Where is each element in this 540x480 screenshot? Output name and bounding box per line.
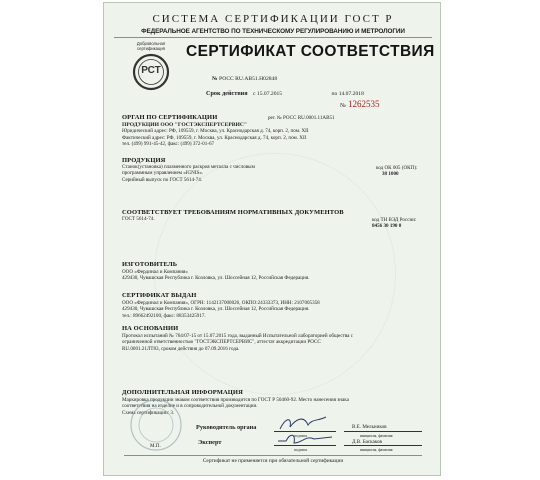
cert-number-label: №	[212, 76, 218, 82]
head-name-line	[344, 431, 422, 432]
footer-divider	[124, 455, 422, 456]
expert-name: Д.В. Баскаков	[352, 439, 382, 445]
to-date: 14.07.2018	[338, 91, 364, 97]
logo-letters: РСТ	[141, 65, 161, 76]
certificate-title: СЕРТИФИКАТ СООТВЕТСТВИЯ	[186, 43, 435, 60]
extra-line: Схема сертификации: 3.	[122, 409, 175, 416]
organ-line: тел. (499) 991-45-42, факс: (499) 372-01-67	[122, 140, 215, 147]
organ-line: ПРОДУКЦИИ ООО "ГОСТЭКСПЕРТСЕРВИС"	[122, 122, 247, 128]
issued-line: 429430, Чувашская Республика г. Козловка, ул. Шоссейная 12, Российская Федерация.	[122, 306, 310, 313]
manufacturer-heading: ИЗГОТОВИТЕЛЬ	[122, 261, 178, 268]
serial-label: №	[340, 103, 346, 109]
serial-row	[340, 99, 379, 109]
organ-reg-label: рег. №	[268, 115, 282, 121]
organ-heading: ОРГАН ПО СЕРТИФИКАЦИИ	[122, 114, 218, 121]
organ-details	[122, 122, 434, 147]
conformity-heading: СООТВЕТСТВУЕТ ТРЕБОВАНИЯМ НОРМАТИВНЫХ ДОКУМЕНТОВ	[122, 209, 344, 216]
expert-label: Эксперт	[198, 439, 222, 446]
gost-r-logo	[124, 41, 178, 97]
basis-line: ограниченной ответственностью "ГОСТЭКСПЕРТСЕРВИС", аттестат аккредитации РОСС	[122, 339, 321, 346]
basis-line: Протокол испытаний № 764/07-15 от 15.07.2015 года, выданный Испытательной лабораторией общества с	[122, 333, 353, 339]
head-initials-caption: инициалы, фамилия	[360, 434, 393, 438]
organ-reg-number: РОСС RU.0001.11AB51	[283, 115, 335, 121]
tnved-label: код ТН ВЭД России:	[372, 217, 417, 223]
head-label: Руководитель органа	[196, 424, 257, 431]
stamp-label: М.П.	[150, 443, 161, 449]
product-description	[122, 164, 312, 183]
cert-number-row	[212, 76, 277, 82]
basis-details	[122, 333, 434, 352]
basis-line: RU.0001.21ЛТ83, сроком действия до 07.09.2016 года.	[122, 345, 240, 352]
product-heading: ПРОДУКЦИЯ	[122, 157, 166, 164]
extra-heading: ДОПОЛНИТЕЛЬНАЯ ИНФОРМАЦИЯ	[122, 389, 243, 396]
agency-name: ФЕДЕРАЛЬНОЕ АГЕНТСТВО ПО ТЕХНИЧЕСКОМУ РЕГУЛИРОВАНИЮ И МЕТРОЛОГИИ	[141, 28, 405, 35]
system-title: СИСТЕМА СЕРТИФИКАЦИИ ГОСТ Р	[152, 13, 394, 25]
validity-row	[206, 90, 436, 97]
registry-note: Сертификат не применяется при обязательной сертификации	[202, 458, 344, 464]
from-date: 15.07.2015	[256, 91, 283, 97]
manufacturer-details	[122, 269, 434, 282]
validity-label: Срок действия	[206, 90, 248, 97]
issued-line: тел.: 89662492100, факс: 88353425917.	[122, 312, 206, 319]
okp-code-box	[376, 165, 434, 178]
manufacturer-line: ООО «Фердинал и Компания»	[122, 269, 188, 275]
basis-heading: НА ОСНОВАНИИ	[122, 325, 179, 332]
issued-heading: СЕРТИФИКАТ ВЫДАН	[122, 292, 197, 299]
expert-signature-icon	[276, 429, 334, 449]
extra-line: Маркировка продукции знаком соответствия производится по ГОСТ Р 50460-92. Место нанесения знака	[122, 397, 349, 403]
organ-line: Фактический адрес: РФ, 109559, г. Москва, ул. Краснодарская д. 74, корп. 2, пом. XII	[122, 134, 307, 141]
head-sign-caption: подпись	[294, 434, 308, 438]
cert-number: РОСС RU.AB51.H02848	[219, 76, 278, 82]
manufacturer-line: 429430, Чувашская Республика г. Козловка, ул. Шоссейная 12, Российская Федерация.	[122, 275, 310, 282]
organ-line: Юридический адрес: РФ, 109559, г. Москва, ул. Краснодарская д. 74, корп. 2, пом. XII	[122, 128, 309, 135]
issued-line: ООО «Фердинал и Компания», ОГРН: 1142137000026, ОКПО:24333373, ИНН: 2107005358	[122, 300, 320, 306]
okp-code: 38 1000	[382, 171, 399, 178]
extra-line: соответствия на изделие и в сопроводительной документации.	[122, 403, 258, 410]
tnved-code: 8456 30 190 0	[372, 223, 402, 230]
organ-reg-row	[268, 115, 335, 121]
expert-name-line	[344, 445, 422, 446]
conformity-standard: ГОСТ 5614-74.	[122, 216, 155, 222]
serial-number: 1262535	[347, 99, 380, 109]
expert-initials-caption: инициалы, фамилия	[360, 448, 393, 452]
expert-sign-caption: подпись	[294, 448, 308, 452]
logo-caption: Добровольная сертификация	[136, 41, 166, 51]
tnved-code-box	[372, 217, 434, 230]
head-name: В.Е. Мельников	[352, 424, 387, 430]
okp-label: код ОК 005 (ОКП):	[376, 165, 418, 171]
product-line: Серийный выпуск по ГОСТ 5614-74.	[122, 176, 203, 183]
certificate-sheet	[103, 2, 441, 476]
product-line: Станок(установка) плазменного раскроя металла с числовым	[122, 164, 255, 170]
issued-details	[122, 300, 434, 319]
from-label: с	[253, 91, 256, 97]
header-divider	[114, 37, 432, 38]
to-label: по	[331, 91, 338, 97]
product-line: программным управлением «IGNIS».	[122, 170, 204, 177]
